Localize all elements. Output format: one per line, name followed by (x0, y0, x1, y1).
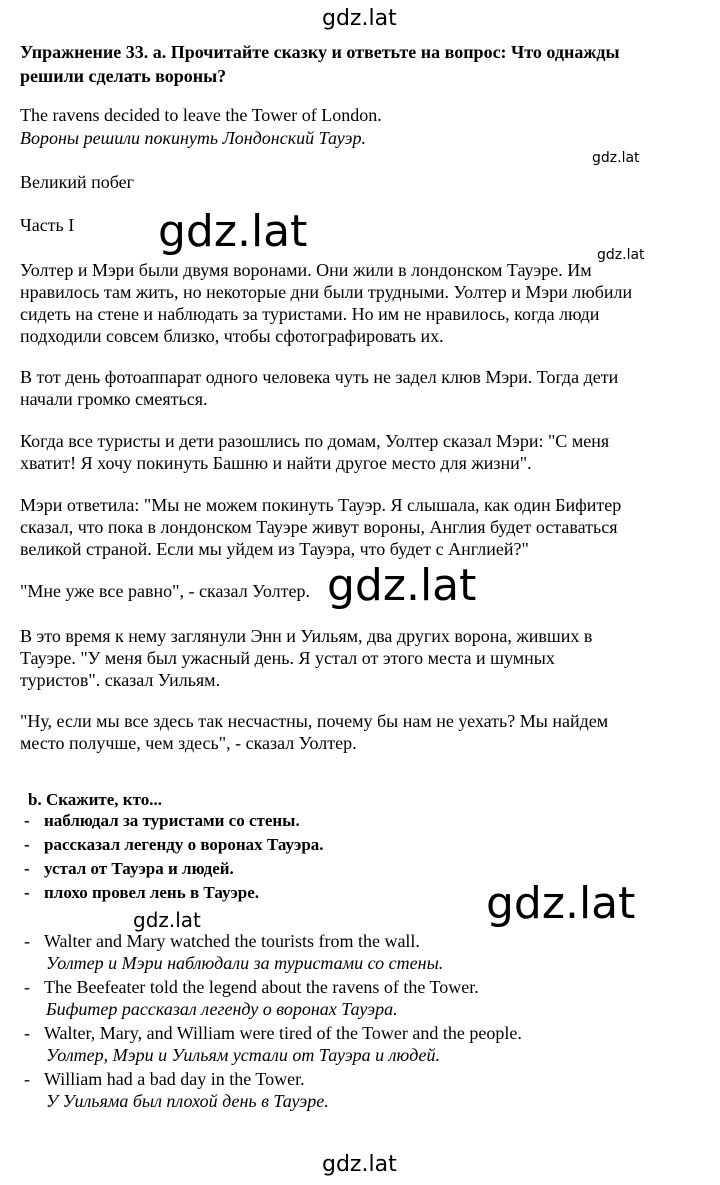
story-line: "Ну, если мы все здесь так несчастны, почему бы нам не уехать? Мы найдем (20, 711, 609, 731)
dash-bullet: - (24, 811, 30, 830)
task-item-text: наблюдал за туристами со стены. (44, 811, 300, 830)
answer-russian: Уолтер и Мэри наблюдали за туристами со стены. (46, 953, 444, 973)
story-paragraph (20, 259, 632, 347)
watermark: gdz.lat (597, 247, 645, 263)
story-line: нравилось там жить, но некоторые дни были трудными. Уолтер и Мэри любили (20, 282, 633, 302)
answer-english: Walter and Mary watched the tourists from the wall. (44, 931, 420, 951)
dash-bullet: - (24, 1023, 30, 1043)
story-line: В тот день фотоаппарат одного человека чуть не задел клюв Мэри. Тогда дети (20, 367, 619, 387)
dash-bullet: - (24, 859, 30, 878)
watermark: gdz.lat (158, 206, 308, 257)
story-line: туристов". сказал Уильям. (20, 670, 221, 690)
story-paragraph (20, 494, 621, 560)
heading-line: решили сделать вороны? (20, 66, 227, 86)
story-paragraph (20, 710, 608, 754)
story-line: Тауэре. "У меня был ужасный день. Я устал от этого места и шумных (20, 648, 555, 668)
dash-bullet: - (24, 1069, 30, 1089)
heading-line: Упражнение 33. a. Прочитайте сказку и ответьте на вопрос: Что однажды (20, 42, 620, 62)
story-paragraph: "Мне уже все равно", - сказал Уолтер. (20, 581, 310, 601)
story-line: Когда все туристы и дети разошлись по домам, Уолтер сказал Мэри: "С меня (20, 431, 610, 451)
watermark-top: gdz.lat (322, 6, 397, 31)
story-line: хватит! Я хочу покинуть Башню и найти другое место для жизни". (20, 453, 532, 473)
story-line: место получше, чем здесь", - сказал Уолтер. (20, 733, 357, 753)
task-item (24, 882, 259, 904)
dash-bullet: - (24, 977, 30, 997)
story-line: В это время к нему заглянули Энн и Уильям, два других ворона, живших в (20, 626, 593, 646)
answer-english: The Beefeater told the legend about the ravens of the Tower. (44, 977, 479, 997)
task-item-text: рассказал легенду о воронах Тауэра. (44, 835, 324, 854)
answer-item (24, 930, 443, 974)
watermark: gdz.lat (327, 560, 477, 611)
story-title: Великий побег (20, 172, 135, 192)
watermark: gdz.lat (486, 878, 636, 929)
task-item (24, 834, 324, 856)
dash-bullet: - (24, 835, 30, 854)
answer-item (24, 976, 479, 1020)
task-b-heading: b. Скажите, кто... (28, 790, 162, 809)
story-line: сидеть на стене и наблюдать за туристами. Но им не нравилось, когда люди (20, 304, 600, 324)
task-item-text: устал от Тауэра и людей. (44, 859, 234, 878)
answer-item (24, 1022, 522, 1066)
dash-bullet: - (24, 883, 30, 902)
answer-english: The ravens decided to leave the Tower of London. (20, 105, 382, 125)
story-paragraph (20, 430, 609, 474)
answer-english: William had a bad day in the Tower. (44, 1069, 305, 1089)
task-item-text: плохо провел лень в Тауэре. (44, 883, 260, 902)
story-line: начали громко смеяться. (20, 389, 208, 409)
answer-russian: Вороны решили покинуть Лондонский Тауэр. (20, 128, 366, 148)
dash-bullet: - (24, 931, 30, 951)
story-paragraph (20, 366, 618, 410)
story-line: великой страной. Если мы уйдем из Тауэра, что будет с Англией?" (20, 539, 529, 559)
answer-russian: У Уильяма был плохой день в Тауэре. (46, 1091, 329, 1111)
watermark: gdz.lat (133, 908, 201, 932)
task-item (24, 810, 300, 832)
story-line: Мэри ответила: "Мы не можем покинуть Тауэр. Я слышала, как один Бифитер (20, 495, 622, 515)
answer-english: Walter, Mary, and William were tired of the Tower and the people. (44, 1023, 522, 1043)
answer-russian: Уолтер, Мэри и Уильям устали от Тауэра и людей. (46, 1045, 441, 1065)
answer-item (24, 1068, 329, 1112)
story-paragraph (20, 625, 592, 691)
story-line: сказал, что пока в лондонском Тауэре живут вороны, Англия будет оставаться (20, 517, 618, 537)
story-line: подходили совсем близко, чтобы сфотографировать их. (20, 326, 444, 346)
watermark: gdz.lat (592, 150, 640, 166)
exercise-heading (20, 40, 700, 88)
story-line: Уолтер и Мэри были двумя воронами. Они жили в лондонском Тауэре. Им (20, 260, 592, 280)
watermark-bottom: gdz.lat (322, 1152, 397, 1177)
answer-russian: Бифитер рассказал легенду о воронах Тауэра. (46, 999, 398, 1019)
story-part: Часть I (20, 215, 75, 235)
task-item (24, 858, 234, 880)
